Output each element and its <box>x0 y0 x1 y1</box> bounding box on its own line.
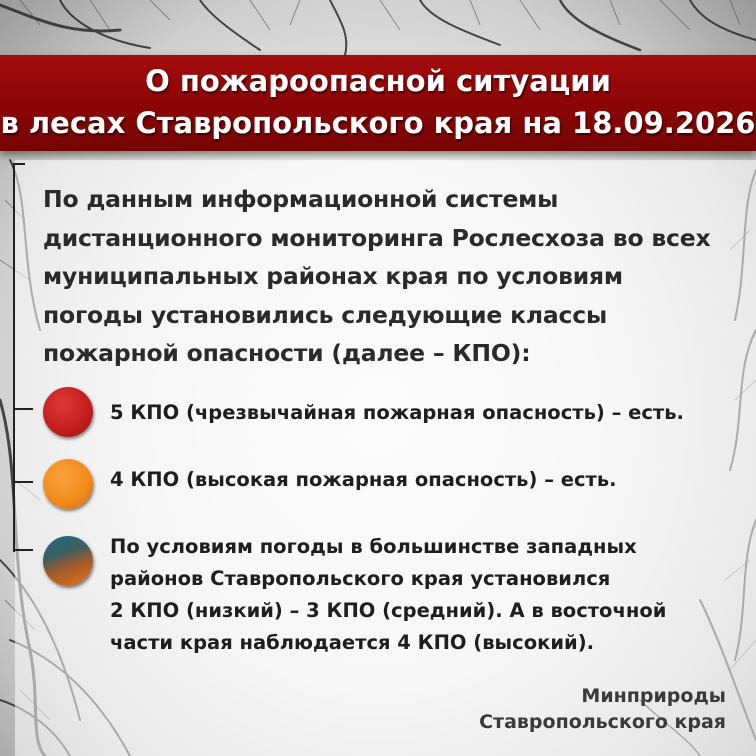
orange-circle-icon <box>43 459 93 509</box>
item-text: 2 КПО (низкий) – 3 КПО (средний). А в восточной <box>110 599 667 622</box>
page-title <box>0 60 756 144</box>
bracket-tick-1 <box>13 408 33 410</box>
fire-class-5-item <box>110 397 684 429</box>
intro-line: пожарной опасности (далее – КПО): <box>43 339 531 367</box>
left-bracket-line <box>13 163 25 552</box>
item-text: районов Ставропольского края установился <box>110 567 611 590</box>
bracket-tick-2 <box>13 481 33 483</box>
red-circle-icon <box>43 387 93 437</box>
source-line-2: Ставропольского края <box>479 711 726 733</box>
item-text: 5 КПО (чрезвычайная пожарная опасность) – есть. <box>110 401 684 424</box>
item-text: 4 КПО (высокая пожарная опасность) – есть. <box>110 468 617 491</box>
title-line-2: в лесах Ставропольского края на 18.09.2026 <box>0 106 756 140</box>
intro-line: дистанционного мониторинга Рослесхоза во всех <box>43 223 711 252</box>
intro-line: По данным информационной системы <box>43 185 559 213</box>
source-attribution <box>479 683 726 735</box>
fire-class-4-item <box>110 464 617 496</box>
blue-orange-circle-icon <box>43 536 93 586</box>
item-text: части края наблюдается 4 КПО (высокий). <box>110 631 595 654</box>
intro-line: муниципальных районах края по условиям <box>43 262 623 290</box>
intro-paragraph <box>43 180 743 373</box>
source-line-1: Минприроды <box>581 685 726 707</box>
title-line-1: О пожароопасной ситуации <box>145 64 611 98</box>
bracket-tick-3 <box>13 549 33 551</box>
item-text: По условиям погоды в большинстве западных <box>110 535 637 558</box>
intro-line: погоды установились следующие классы <box>43 300 608 329</box>
fire-class-mixed-item <box>110 531 666 659</box>
